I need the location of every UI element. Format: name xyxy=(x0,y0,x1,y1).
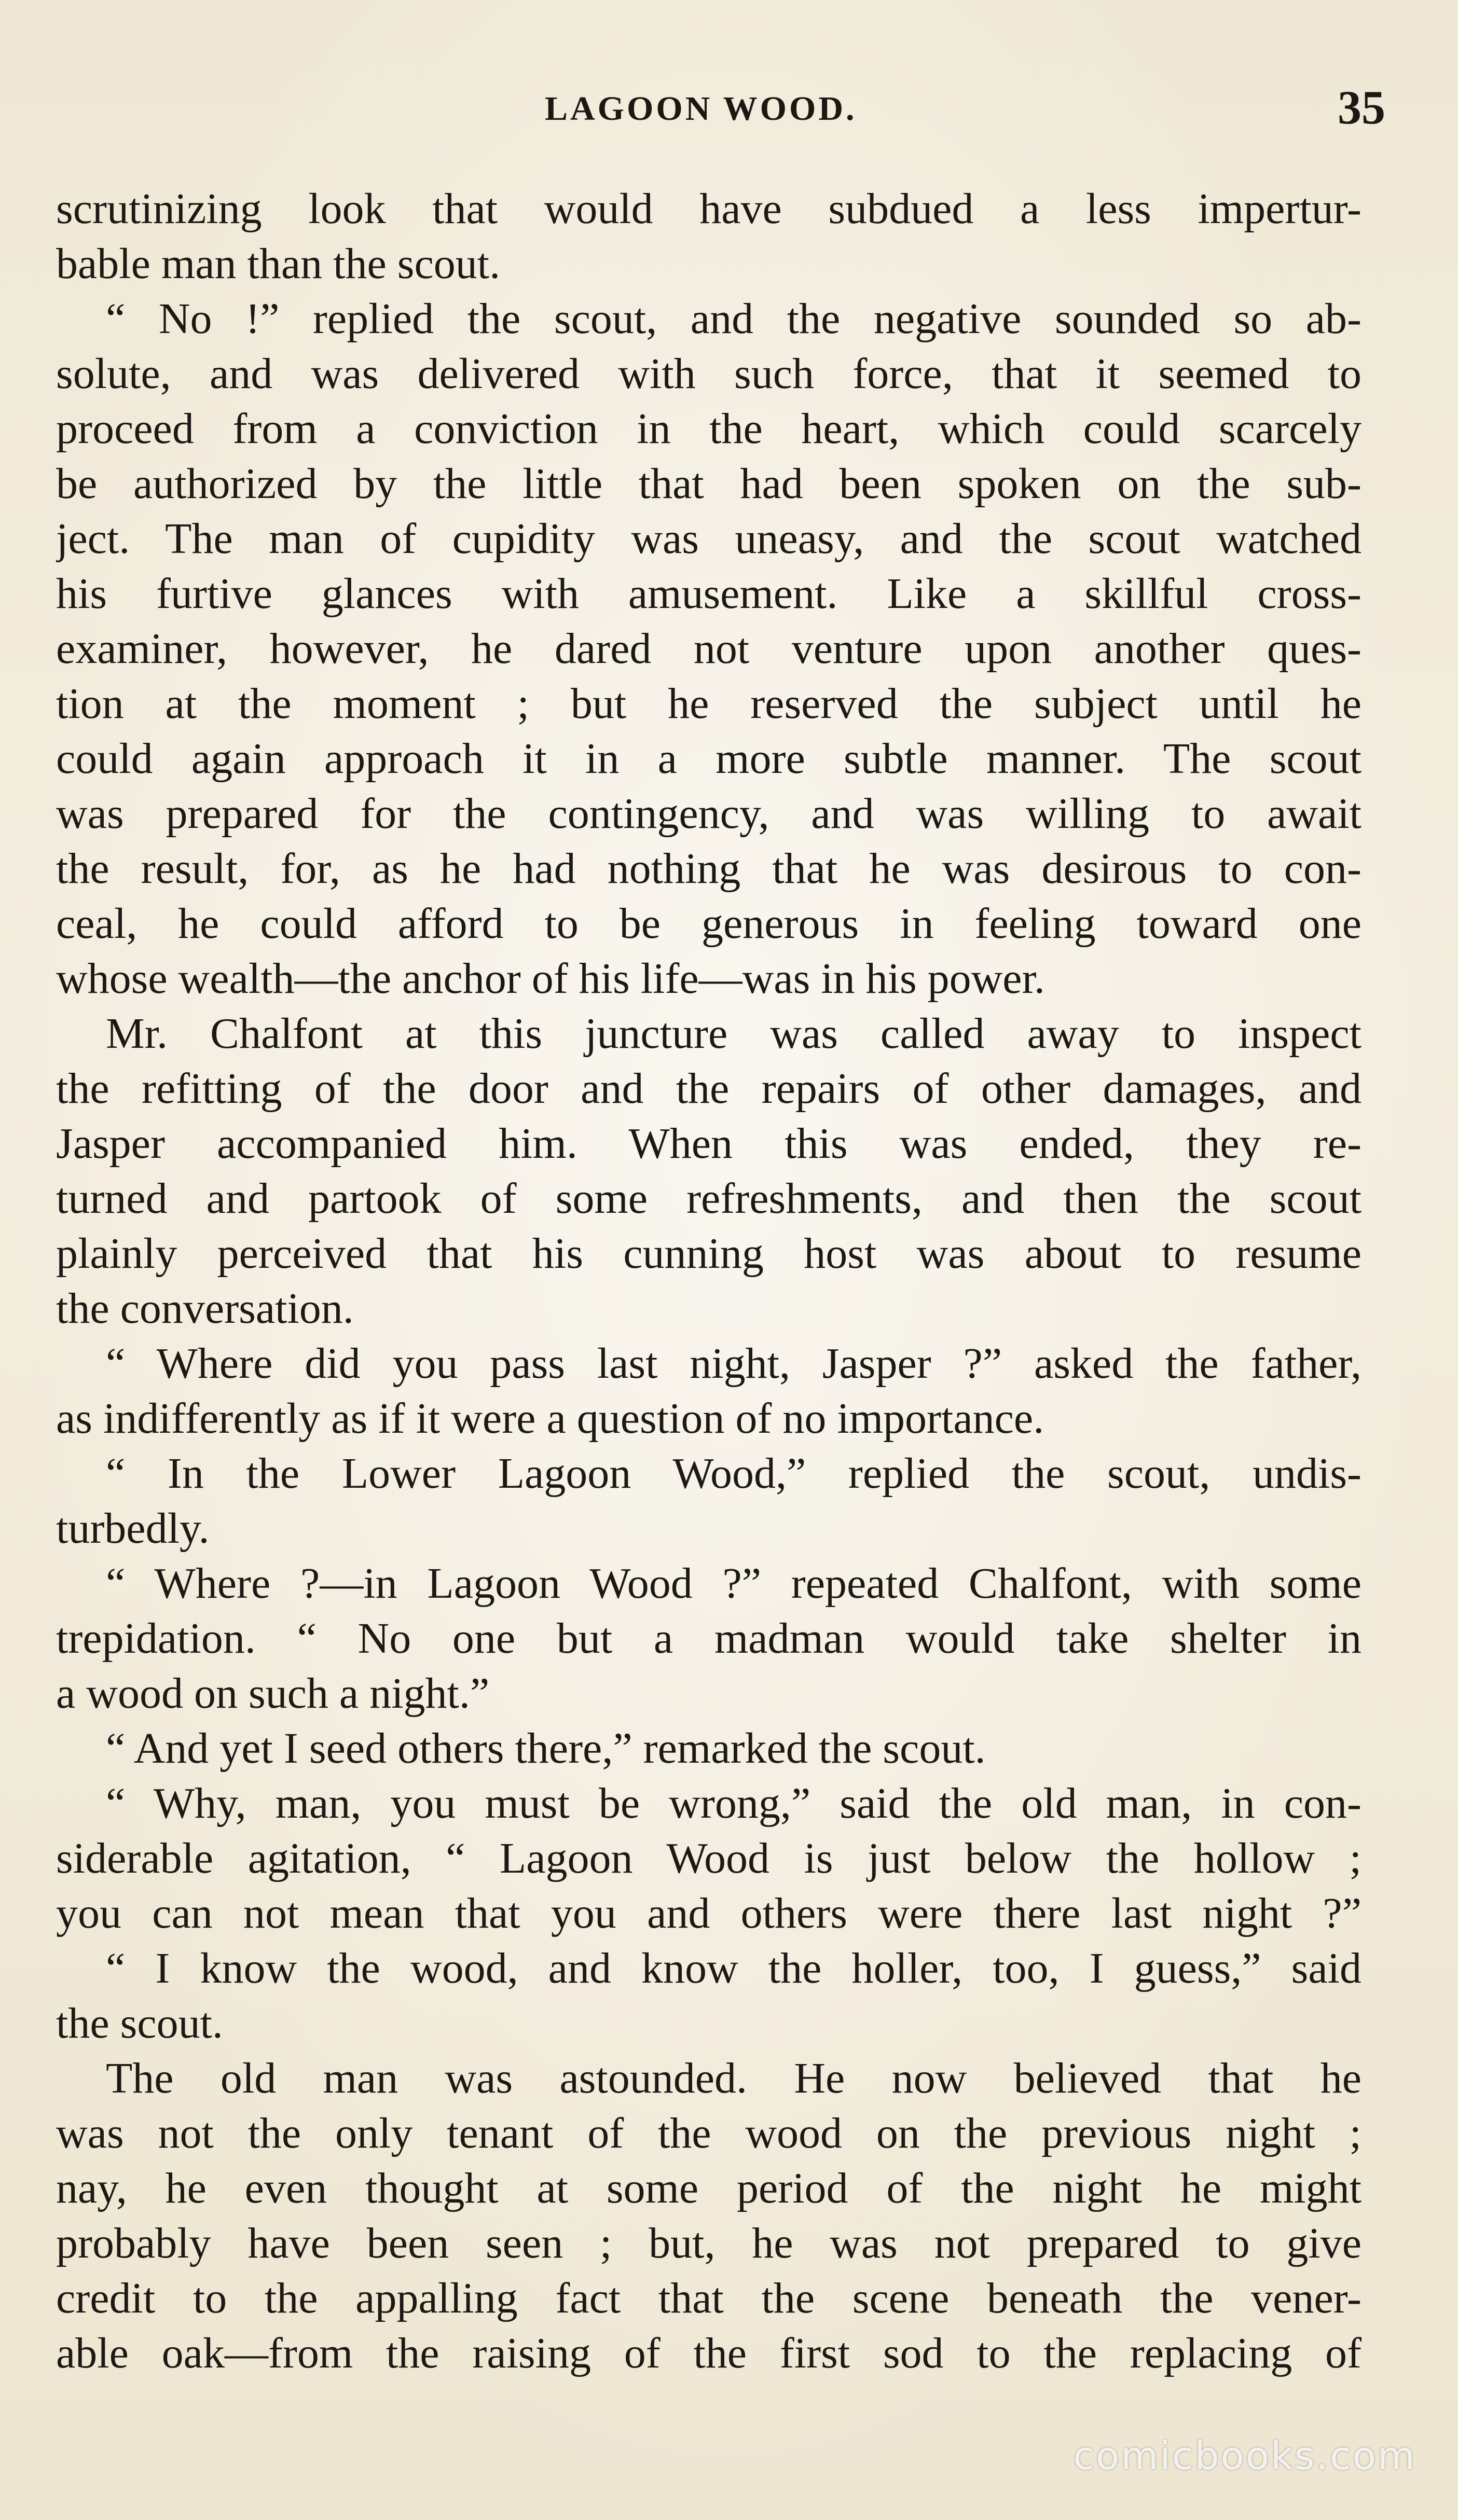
text-line: “ I know the wood, and know the holler, too, I guess,” said xyxy=(106,1944,1361,1992)
text-line: the scout. xyxy=(56,1999,223,2047)
text-line: was not the only tenant of the wood on the previous night ; xyxy=(56,2109,1361,2157)
text-line: “ No !” replied the scout, and the negative sounded so ab- xyxy=(106,295,1361,343)
text-line: able oak—from the raising of the first sod to the replacing of xyxy=(56,2329,1361,2377)
text-line: trepidation. “ No one but a madman would take shelter in xyxy=(56,1614,1361,1663)
text-line: turbedly. xyxy=(56,1504,210,1553)
text-line: bable man than the scout. xyxy=(56,240,501,288)
text-line: tion at the moment ; but he reserved the subject until he xyxy=(56,680,1361,728)
text-line: his furtive glances with amusement. Like a skillful cross- xyxy=(56,570,1361,618)
text-line: the conversation. xyxy=(56,1284,354,1333)
text-line: proceed from a conviction in the heart, which could scarcely xyxy=(56,405,1361,453)
text-line: turned and partook of some refreshments, and then the scout xyxy=(56,1174,1361,1223)
text-line: scrutinizing look that would have subdued a less impertur- xyxy=(56,185,1361,233)
text-line: “ Why, man, you must be wrong,” said the old man, in con- xyxy=(106,1779,1361,1827)
text-line: plainly perceived that his cunning host was about to resume xyxy=(56,1229,1361,1278)
text-line: “ And yet I seed others there,” remarked the scout. xyxy=(106,1724,986,1773)
page-header xyxy=(57,78,1385,145)
text-line: “ In the Lower Lagoon Wood,” replied the scout, undis- xyxy=(106,1449,1361,1498)
text-line: as indifferently as if it were a question of no importance. xyxy=(56,1394,1044,1443)
text-line: Jasper accompanied him. When this was ended, they re- xyxy=(56,1119,1361,1168)
running-head: LAGOON WOOD. xyxy=(545,90,857,128)
text-line: probably have been seen ; but, he was not prepared to give xyxy=(56,2219,1361,2267)
text-line: nay, he even thought at some period of the night he might xyxy=(56,2164,1361,2212)
text-line: “ Where did you pass last night, Jasper ?” asked the father, xyxy=(106,1339,1361,1388)
text-line: The old man was astounded. He now believed that he xyxy=(106,2054,1361,2102)
text-line: siderable agitation, “ Lagoon Wood is just below the hollow ; xyxy=(56,1834,1361,1882)
text-line: solute, and was delivered with such force, that it seemed to xyxy=(56,350,1361,398)
text-line: be authorized by the little that had been spoken on the sub- xyxy=(56,460,1361,508)
text-line: a wood on such a night.” xyxy=(56,1669,490,1718)
text-line: ceal, he could afford to be generous in feeling toward one xyxy=(56,899,1361,948)
text-line: the refitting of the door and the repairs of other damages, and xyxy=(56,1064,1361,1113)
text-line: Mr. Chalfont at this juncture was called away to inspect xyxy=(106,1009,1361,1058)
page-number: 35 xyxy=(1338,81,1385,134)
text-line: the result, for, as he had nothing that he was desirous to con- xyxy=(56,844,1361,893)
text-line: you can not mean that you and others were there last night ?” xyxy=(56,1889,1361,1937)
text-line: “ Where ?—in Lagoon Wood ?” repeated Chalfont, with some xyxy=(106,1559,1361,1608)
text-line: credit to the appalling fact that the scene beneath the vener- xyxy=(56,2274,1361,2322)
watermark: comicbooks.com xyxy=(1073,2434,1416,2479)
text-line: could again approach it in a more subtle manner. The scout xyxy=(56,735,1361,783)
text-line: whose wealth—the anchor of his life—was in his power. xyxy=(56,954,1045,1003)
text-line: ject. The man of cupidity was uneasy, and the scout watched xyxy=(56,515,1361,563)
body-text xyxy=(56,182,1361,2412)
text-line: was prepared for the contingency, and was willing to await xyxy=(56,790,1361,838)
text-line: examiner, however, he dared not venture upon another ques- xyxy=(56,625,1361,673)
